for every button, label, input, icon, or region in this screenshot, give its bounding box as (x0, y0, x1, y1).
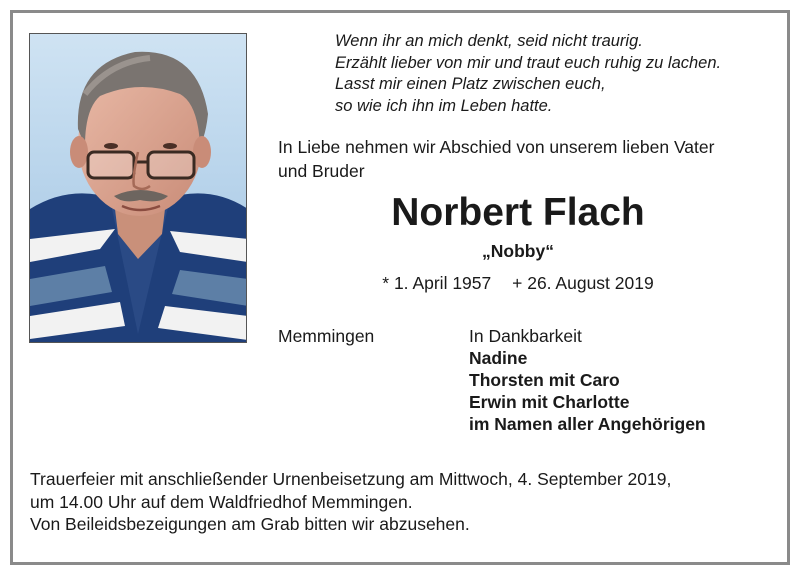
footer-line: Von Beileidsbezeigungen am Grab bitten wir abzusehen. (30, 514, 470, 534)
mourner-name: Nadine (469, 348, 528, 368)
funeral-details (30, 468, 770, 536)
intro-line: und Bruder (278, 161, 365, 181)
mourner-name: Thorsten mit Caro (469, 370, 620, 390)
poem-line: so wie ich ihn im Leben hatte. (335, 96, 553, 115)
mourner-name: Erwin mit Charlotte (469, 392, 630, 412)
memorial-poem (335, 31, 785, 117)
poem-line: Erzählt lieber von mir und traut euch ruhig zu lachen. (335, 53, 722, 72)
death-date: + 26. August 2019 (512, 273, 654, 293)
deceased-nickname: „Nobby“ (482, 241, 554, 261)
life-dates (278, 272, 758, 294)
footer-line: Trauerfeier mit anschließender Urnenbeisetzung am Mittwoch, 4. September 2019, (30, 469, 672, 489)
mourner-name: im Namen aller Angehörigen (469, 414, 706, 434)
mourners-heading: In Dankbarkeit (469, 326, 582, 346)
place-name: Memmingen (278, 326, 375, 346)
footer-line: um 14.00 Uhr auf dem Waldfriedhof Memmingen. (30, 491, 413, 512)
portrait-photo (29, 33, 247, 343)
birth-date: * 1. April 1957 (382, 273, 492, 293)
poem-line: Lasst mir einen Platz zwischen euch, (335, 75, 606, 93)
farewell-intro (278, 135, 783, 183)
poem-line: Wenn ihr an mich denkt, seid nicht traurig. (335, 32, 643, 50)
deceased-name: Norbert Flach (391, 191, 645, 234)
intro-line: In Liebe nehmen wir Abschied von unserem lieben Vater (278, 137, 715, 157)
mourners-block (469, 325, 779, 435)
